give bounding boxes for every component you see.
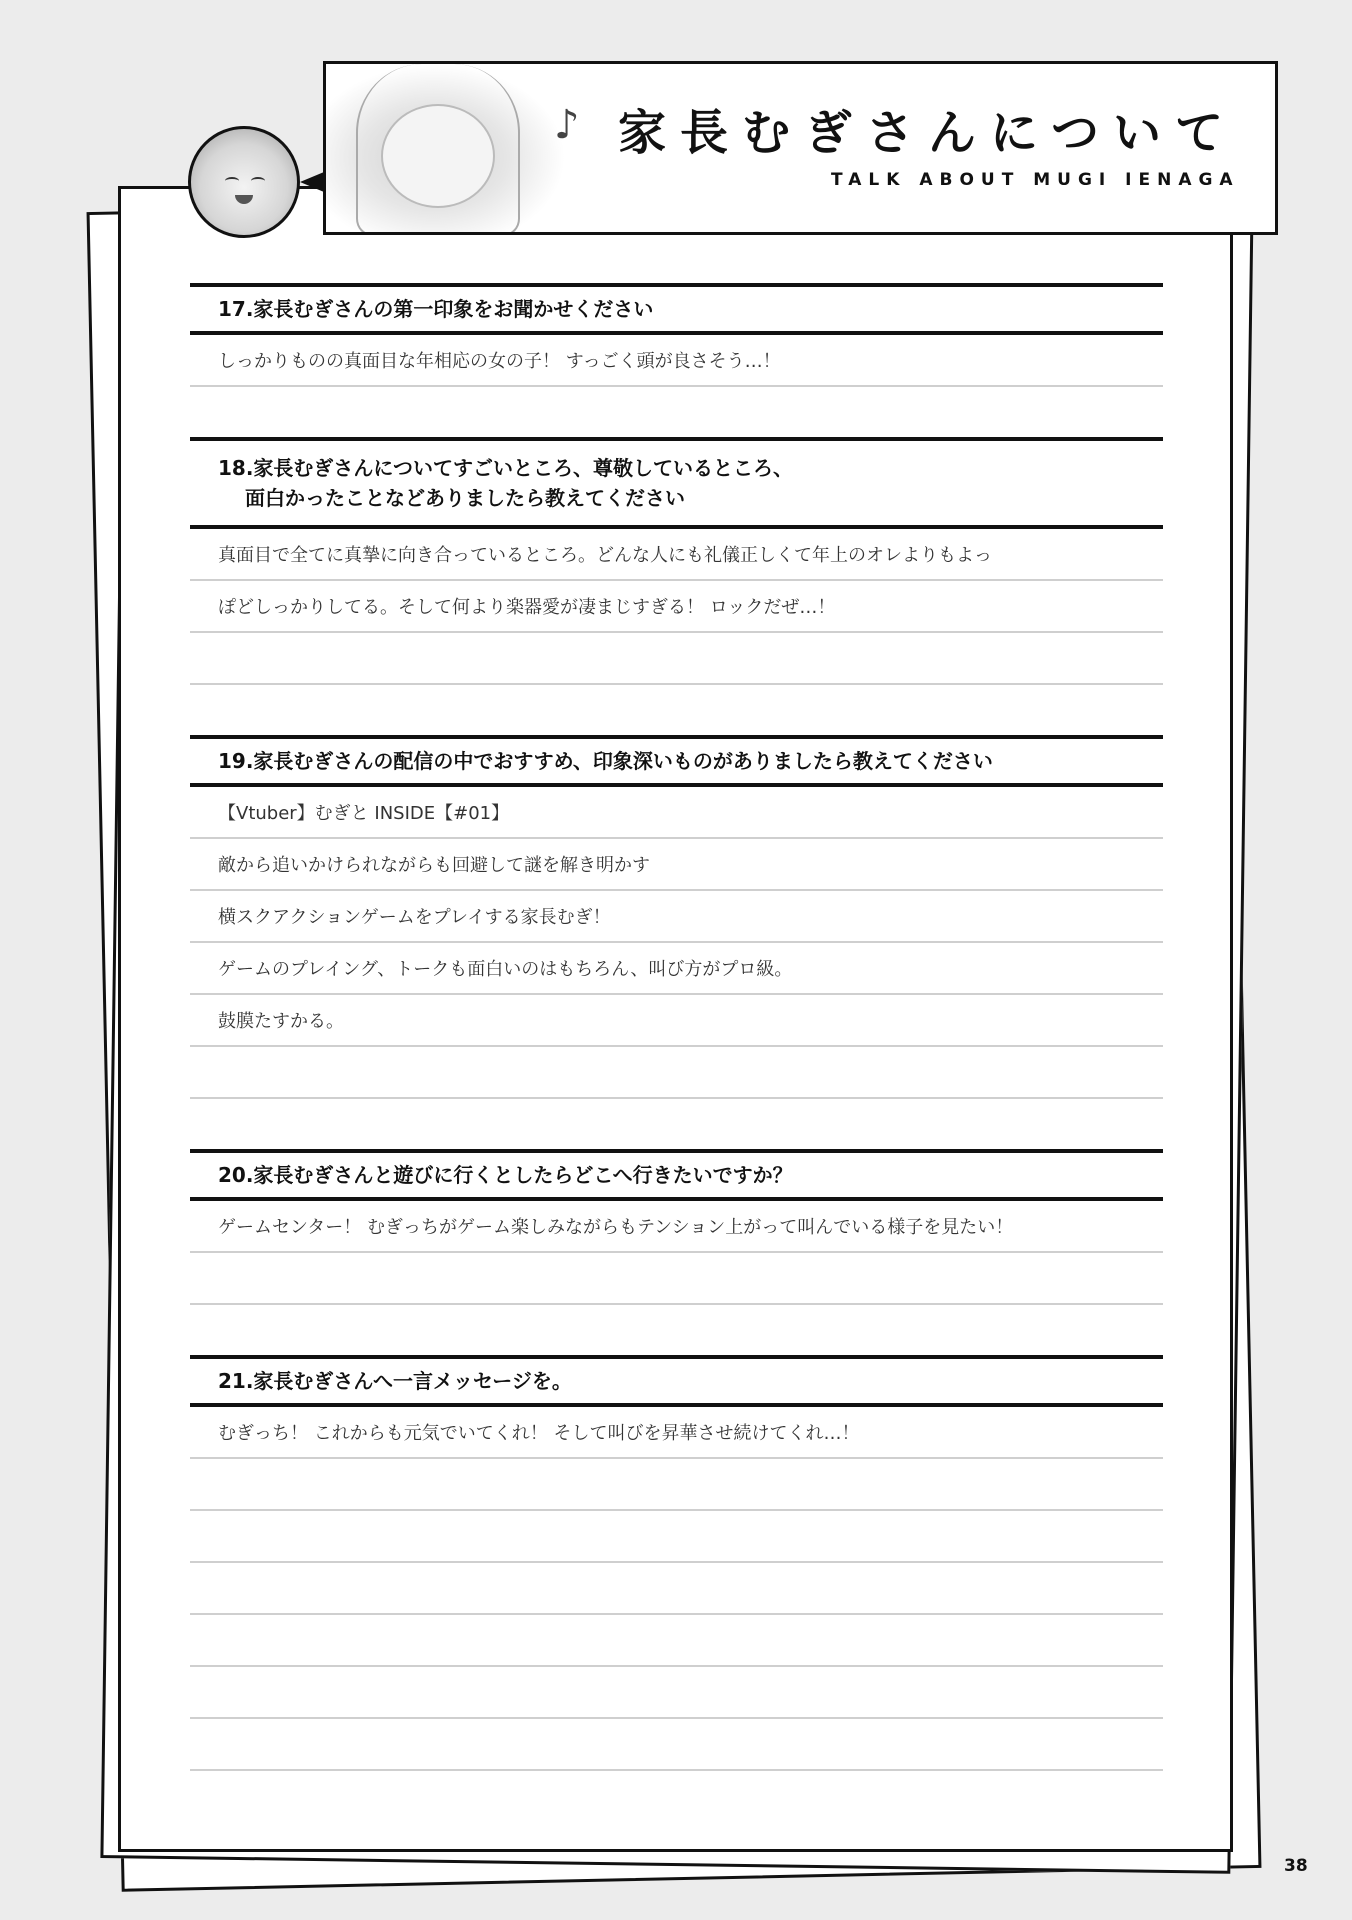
answer-line: [190, 1511, 1163, 1563]
avatar-eye: [251, 177, 265, 185]
question-header: [190, 437, 1163, 529]
question-text: 17.家長むぎさんの第一印象をお聞かせください: [218, 297, 654, 321]
question-text: 21.家長むぎさんへ一言メッセージを。: [218, 1369, 572, 1393]
answer-line: むぎっち！ これからも元気でいてくれ！ そして叫びを昇華させ続けてくれ…！: [190, 1407, 1163, 1459]
question-text: 18.家長むぎさんについてすごいところ、尊敬しているところ、 面白かったことなどありましたら教えてください: [218, 456, 794, 510]
questionnaire: [190, 283, 1163, 1821]
question-20: [190, 1149, 1163, 1305]
question-19: [190, 735, 1163, 1099]
title-box: [323, 61, 1278, 235]
answer-line: ゲームのプレイング、トークも面白いのはもちろん、叫び方がプロ級。: [190, 943, 1163, 995]
answer-line: 真面目で全てに真摯に向き合っているところ。どんな人にも礼儀正しくて年上のオレよりもよっ: [190, 529, 1163, 581]
answer-line: 鼓膜たすかる。: [190, 995, 1163, 1047]
answer-line: [190, 1719, 1163, 1771]
question-text: 20.家長むぎさんと遊びに行くとしたらどこへ行きたいですか？: [218, 1163, 793, 1187]
character-illustration: [326, 64, 566, 234]
page-title: 家長むぎさんについて: [618, 105, 1238, 161]
avatar-mouth: [235, 195, 253, 204]
answer-line: [190, 1047, 1163, 1099]
avatar: [188, 126, 300, 238]
page-number: 38: [1284, 1856, 1308, 1876]
answer-line: [190, 1615, 1163, 1667]
question-17: [190, 283, 1163, 387]
answer-line: [190, 1253, 1163, 1305]
question-21: [190, 1355, 1163, 1771]
avatar-eye: [225, 177, 239, 185]
answer-line: 横スクアクションゲームをプレイする家長むぎ！: [190, 891, 1163, 943]
question-header: [190, 283, 1163, 335]
character-face: [381, 104, 495, 208]
answer-line: 敵から追いかけられながらも回避して謎を解き明かす: [190, 839, 1163, 891]
answer-line: [190, 1563, 1163, 1615]
answer-line: 【Vtuber】むぎと INSIDE【#01】: [190, 787, 1163, 839]
answer-line: [190, 1459, 1163, 1511]
page-subtitle: TALK ABOUT MUGI IENAGA: [831, 170, 1240, 190]
question-header: [190, 1149, 1163, 1201]
question-header: [190, 735, 1163, 787]
answer-line: [190, 633, 1163, 685]
question-18: [190, 437, 1163, 685]
music-note-icon: ♪: [554, 102, 580, 148]
answer-line: ぽどしっかりしてる。そして何より楽器愛が凄まじすぎる！ ロックだぜ…！: [190, 581, 1163, 633]
answer-line: [190, 1667, 1163, 1719]
answer-line: ゲームセンター！ むぎっちがゲーム楽しみながらもテンション上がって叫んでいる様子を見たい！: [190, 1201, 1163, 1253]
question-text: 19.家長むぎさんの配信の中でおすすめ、印象深いものがありましたら教えてください: [218, 749, 993, 773]
answer-line: しっかりものの真面目な年相応の女の子！ すっごく頭が良さそう…！: [190, 335, 1163, 387]
speech-bubble-tail: [300, 172, 324, 192]
question-header: [190, 1355, 1163, 1407]
